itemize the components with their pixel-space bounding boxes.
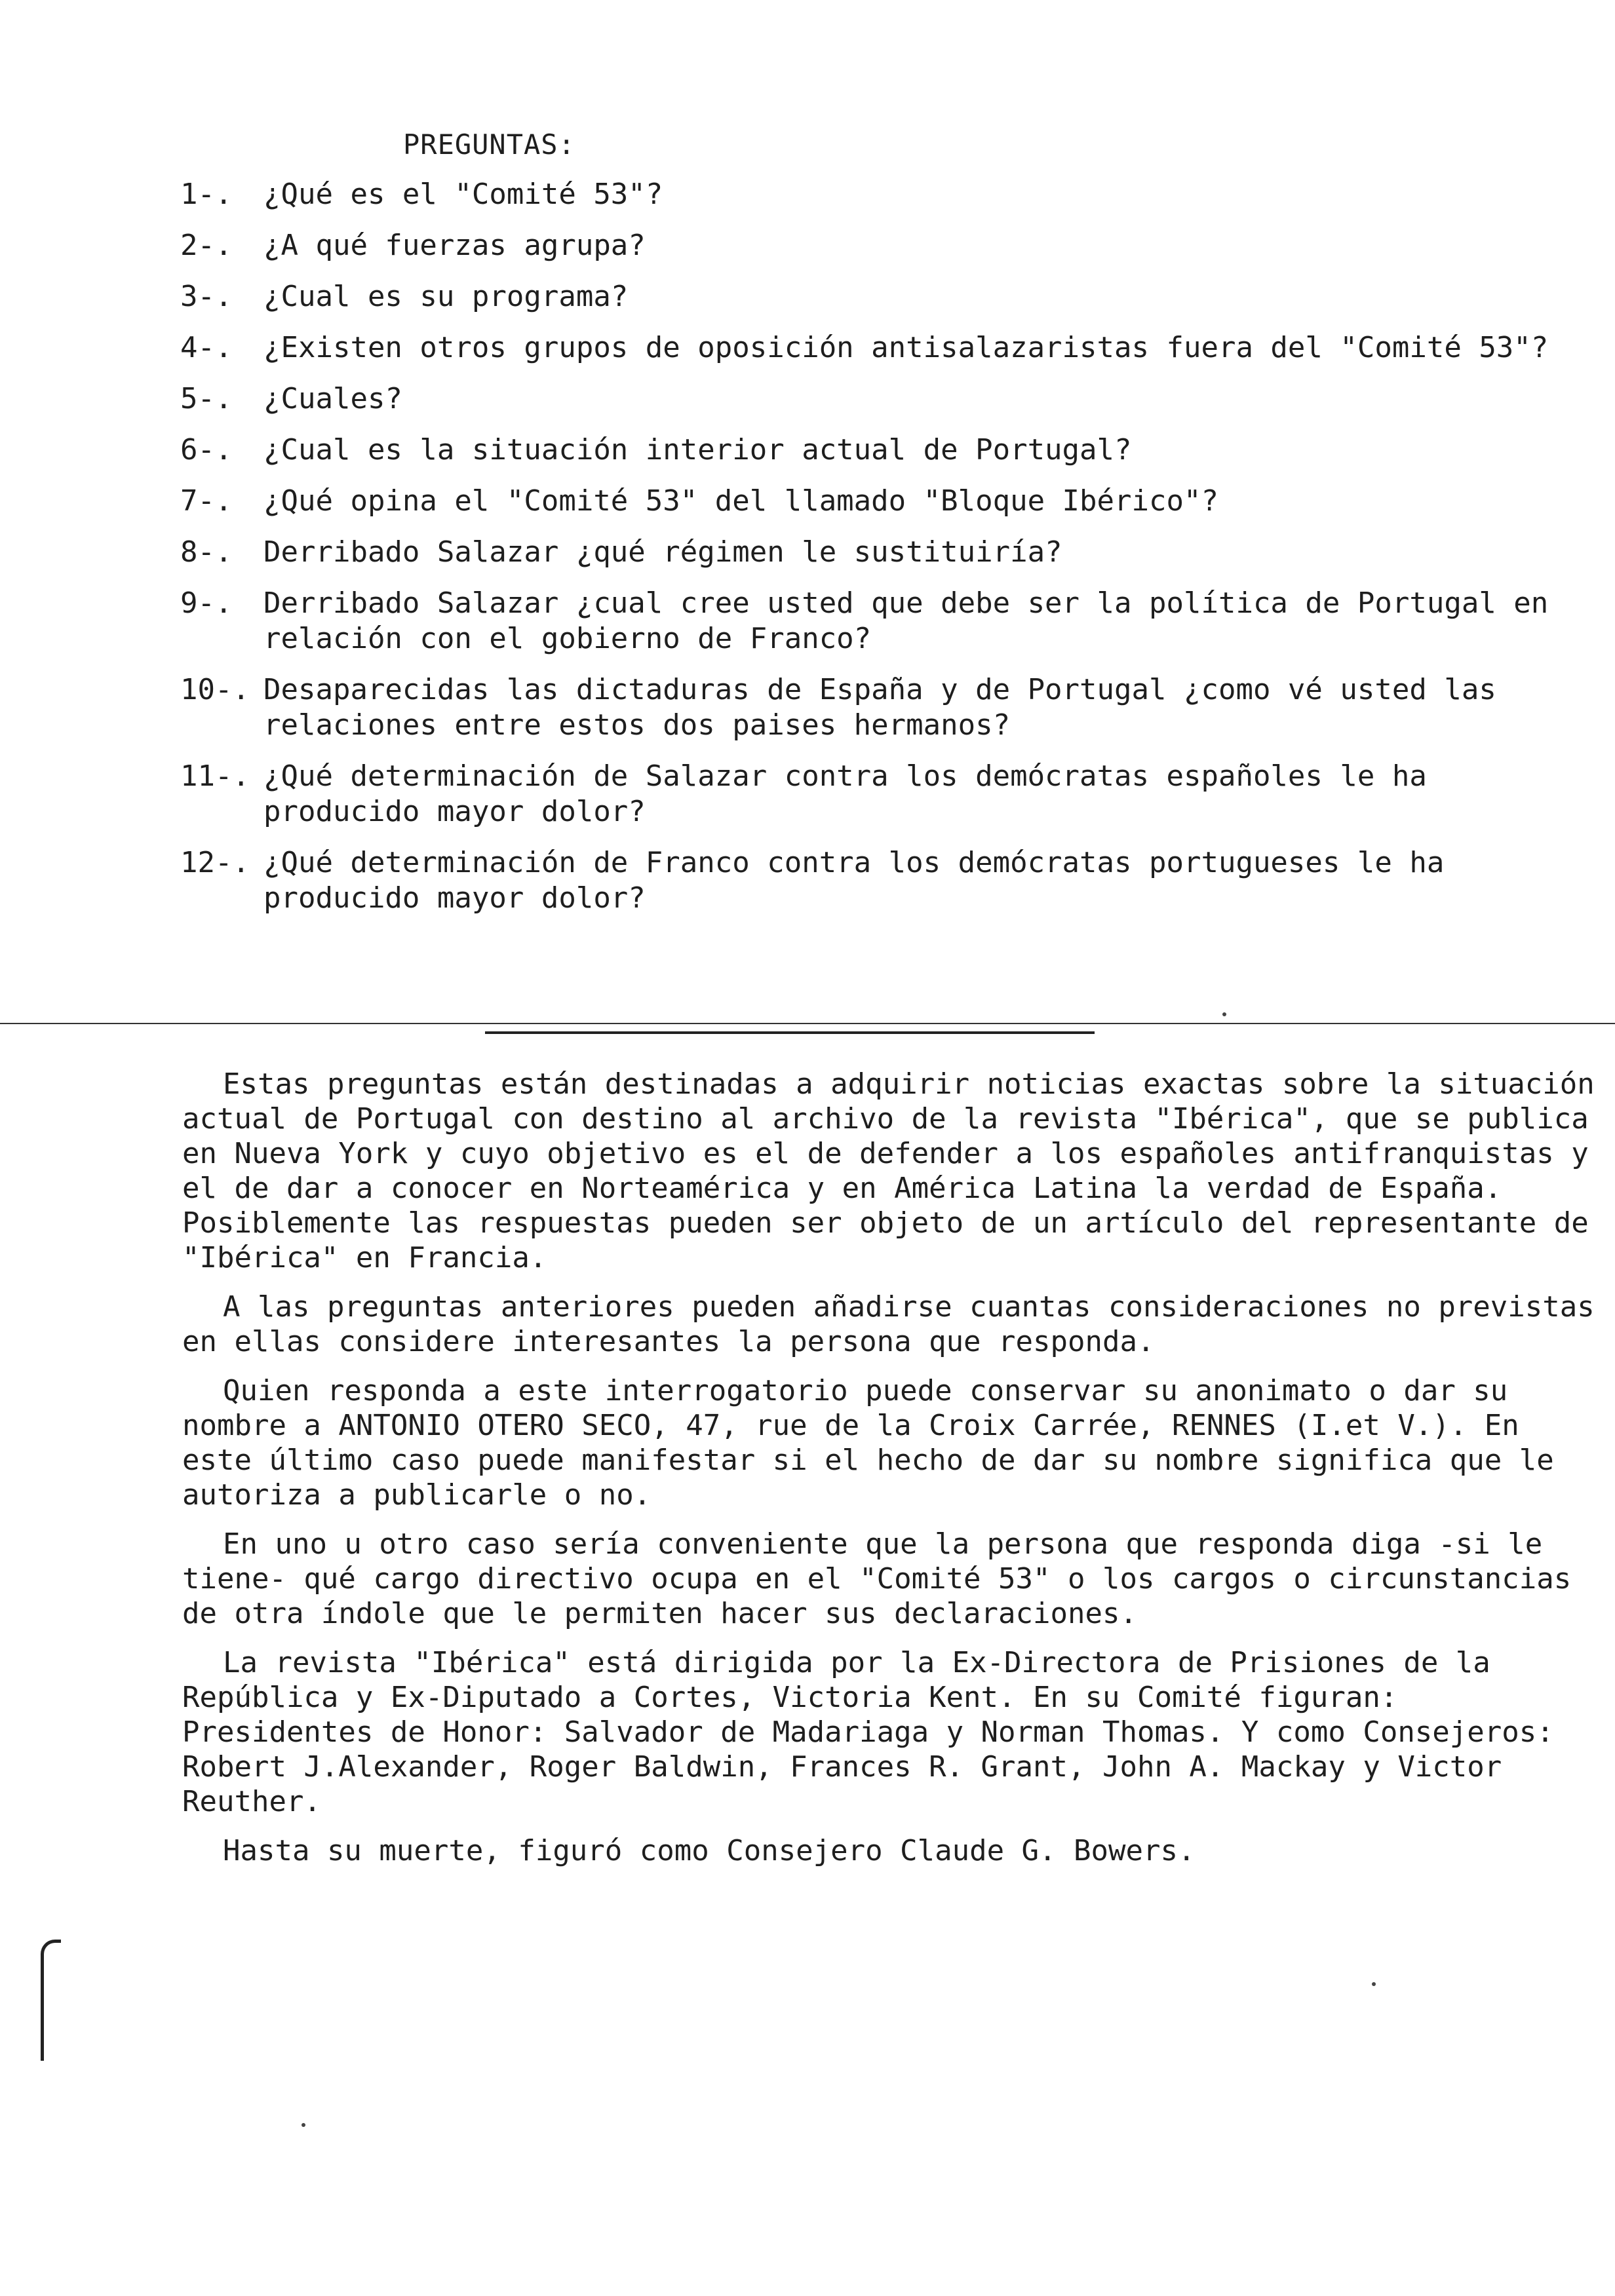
separator-line [0, 1023, 1615, 1024]
question-number: 4-. [180, 331, 233, 364]
question-item [180, 586, 1576, 657]
question-item [180, 672, 1576, 743]
paragraph: Quien responda a este interrogatorio puede conservar su anonimato o dar su nombre a ANTONIO OTERO SECO, 47, rue de la Croix Carrée, RENNES (I.et V.). En este último caso puede manifestar si el hecho de dar su nombre significa que le autoriza a publicarle o no. [182, 1374, 1554, 1512]
questions-heading: PREGUNTAS: [403, 128, 575, 161]
question-number: 5-. [180, 382, 233, 415]
paragraph: En uno u otro caso sería conveniente que la persona que responda diga -si le tiene- qué cargo directivo ocupa en el "Comité 53" o los cargos o circunstancias de otra índole que le permiten hacer sus declaraciones. [182, 1527, 1572, 1630]
question-number: 9-. [180, 586, 233, 620]
question-item [180, 484, 1576, 519]
question-item [180, 381, 1576, 417]
question-text: ¿Qué determinación de Salazar contra los demócratas españoles le ha producido mayor dolor? [263, 759, 1427, 828]
question-text: ¿Cual es la situación interior actual de Portugal? [263, 433, 1132, 467]
question-item [180, 330, 1576, 366]
question-text: ¿Qué opina el "Comité 53" del llamado "Bloque Ibérico"? [263, 484, 1218, 518]
ink-speck [1222, 1012, 1226, 1016]
question-item [180, 432, 1576, 468]
question-text: ¿A qué fuerzas agrupa? [263, 229, 646, 262]
question-item [180, 845, 1576, 916]
question-text: Derribado Salazar ¿qué régimen le sustituiría? [263, 535, 1062, 569]
question-number: 2-. [180, 229, 233, 262]
question-number: 11-. [180, 759, 250, 793]
question-number: 7-. [180, 484, 233, 518]
question-number: 12-. [180, 846, 250, 879]
question-text: ¿Qué determinación de Franco contra los demócratas portugueses le ha producido mayor dolor? [263, 846, 1445, 915]
question-text: ¿Qué es el "Comité 53"? [263, 178, 663, 211]
paragraph: Estas preguntas están destinadas a adquirir noticias exactas sobre la situación actual de Portugal con destino al archivo de la revista "Ibérica", que se publica en Nueva York y cuyo objetivo es el de defender a los españoles antifranquistas y el de dar a conocer en Norteamérica y en América Latina la verdad de España. Posiblemente las respuestas pueden ser objeto de un artículo del representante de "Ibérica" en Francia. [182, 1067, 1595, 1274]
question-number: 3-. [180, 280, 233, 313]
margin-bracket-mark [41, 1940, 61, 2061]
question-number: 6-. [180, 433, 233, 467]
question-text: ¿Existen otros grupos de oposición antisalazaristas fuera del "Comité 53"? [263, 331, 1549, 364]
questions-list [180, 177, 1576, 932]
paragraph: A las preguntas anteriores pueden añadirse cuantas consideraciones no previstas en ellas considere interesantes la persona que responda. [182, 1290, 1595, 1358]
question-number: 1-. [180, 178, 233, 211]
question-item [180, 759, 1576, 830]
paragraph: La revista "Ibérica" está dirigida por la Ex-Directora de Prisiones de la República y Ex-Diputado a Cortes, Victoria Kent. En su Comité figuran: Presidentes de Honor: Salvador de Madariaga y Norman Thomas. Y como Consejeros: Robert J.Alexander, Roger Baldwin, Frances R. Grant, John A. Mackay y Victor Reuther. [182, 1646, 1554, 1818]
question-text: ¿Cual es su programa? [263, 280, 629, 313]
question-item [180, 228, 1576, 263]
paragraph: Hasta su muerte, figuró como Consejero Claude G. Bowers. [223, 1834, 1196, 1867]
question-text: Derribado Salazar ¿cual cree usted que debe ser la política de Portugal en relación con el gobierno de Franco? [263, 586, 1549, 655]
question-item [180, 535, 1576, 570]
question-text: Desaparecidas las dictaduras de España y de Portugal ¿como vé usted las relaciones entre estos dos paises hermanos? [263, 673, 1496, 742]
ink-speck [302, 2123, 305, 2127]
question-item [180, 177, 1576, 212]
explanation-text [182, 1067, 1598, 1883]
question-item [180, 279, 1576, 315]
question-number: 10-. [180, 673, 250, 706]
question-text: ¿Cuales? [263, 382, 402, 415]
question-number: 8-. [180, 535, 233, 569]
ink-speck [1372, 1982, 1376, 1986]
separator-underline [485, 1031, 1095, 1034]
